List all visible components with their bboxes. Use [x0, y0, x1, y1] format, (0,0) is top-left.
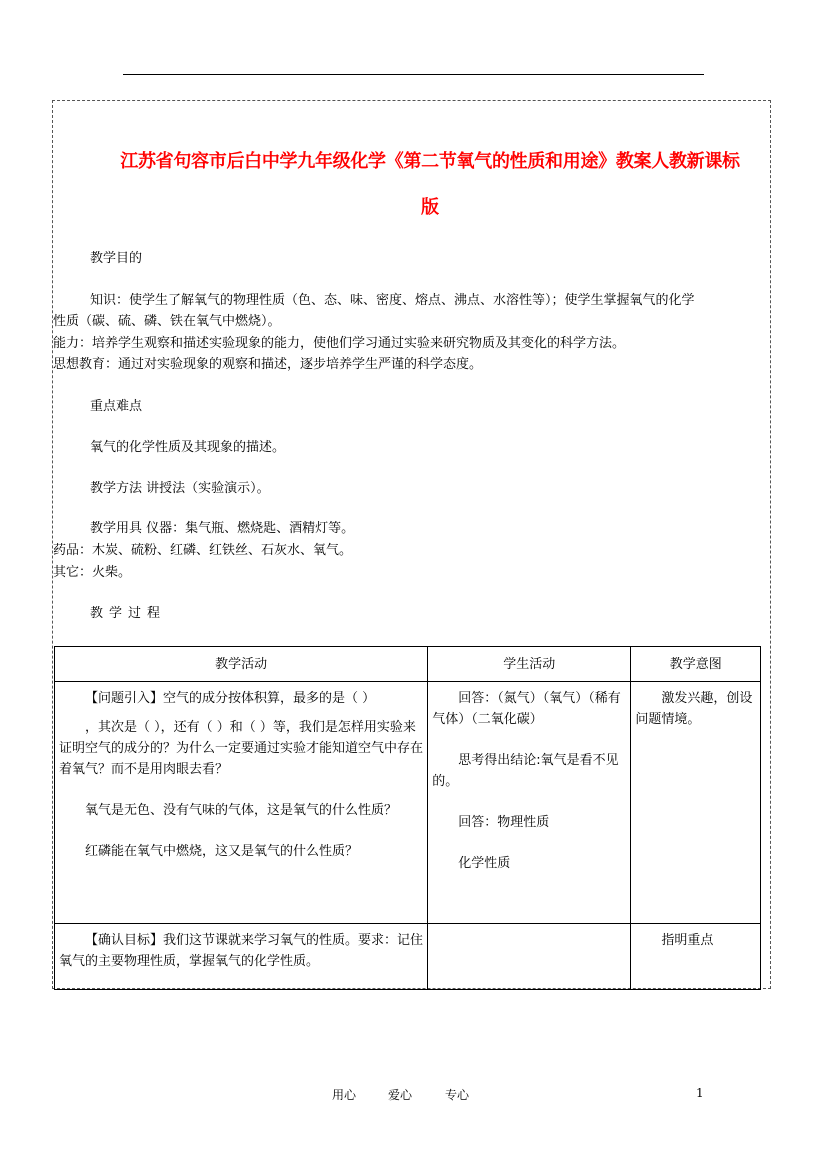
table-row	[55, 924, 761, 990]
header-teaching-activity: 教学活动	[55, 647, 428, 682]
header-teaching-intent: 教学意图	[631, 647, 761, 682]
student-activity-cell	[428, 924, 631, 990]
intent-key-point: 指明重点	[661, 933, 714, 948]
teaching-drugs: 药品：木炭、硫粉、红磷、红铁丝、石灰水、氧气。	[53, 543, 353, 558]
table-row	[55, 682, 761, 924]
teacher-question-chemical: 红磷能在氧气中燃烧，这又是氧气的什么性质？	[85, 844, 359, 859]
intent-stimulate-interest: 激发兴趣，创设问题情境。	[635, 691, 753, 727]
footer-motto-focus: 专心	[445, 1088, 470, 1102]
student-answer-chemical: 化学性质	[458, 856, 511, 871]
header-rule	[123, 74, 704, 75]
teacher-question-intro: 【问题引入】空气的成分按体积算，最多的是（ ）	[85, 691, 376, 706]
teaching-tools: 教学用具 仪器：集气瓶、燃烧匙、酒精灯等。	[90, 521, 355, 536]
document-title: 江苏省句容市后白中学九年级化学《第二节氧气的性质和用途》教案人教新课标	[120, 151, 740, 172]
key-points-heading: 重点难点	[90, 399, 143, 414]
teaching-other: 其它：火柴。	[53, 565, 132, 580]
footer-motto-care: 用心	[332, 1088, 357, 1102]
process-heading: 教学过程	[90, 606, 167, 621]
page-number: 1	[696, 1086, 704, 1100]
knowledge-goal-continued: 性质（碳、硫、磷、铁在氧气中燃烧）。	[53, 314, 281, 329]
teaching-intent-cell	[631, 924, 761, 990]
student-conclusion: 思考得出结论:氧气是看不见的。	[432, 753, 619, 789]
student-answer-physical: 回答：物理性质	[458, 815, 550, 830]
student-answer-components: 回答：（氮气）（氧气）（稀有气体）（二氧化碳）	[432, 691, 621, 727]
student-activity-cell	[428, 682, 631, 924]
teacher-activity-cell	[55, 682, 428, 924]
footer-motto-love: 爱心	[388, 1088, 413, 1102]
document-title-continued: 版	[421, 197, 439, 218]
table-header-row	[55, 647, 761, 682]
teacher-activity-cell	[55, 924, 428, 990]
header-student-activity: 学生活动	[428, 647, 631, 682]
key-points-text: 氧气的化学性质及其现象的描述。	[90, 440, 286, 455]
knowledge-goal: 知识：使学生了解氧气的物理性质（色、态、味、密度、熔点、沸点、水溶性等）；使学生掌握氧气的化学	[90, 293, 695, 308]
ability-goal: 能力：培养学生观察和描述实验现象的能力，使他们学习通过实验来研究物质及其变化的科学方法。	[53, 336, 626, 351]
teaching-method: 教学方法 讲授法（实验演示）。	[90, 481, 270, 496]
teacher-question-physical: 氧气是无色、没有气味的气体，这是氧气的什么性质？	[85, 803, 398, 818]
lesson-process-table	[54, 646, 761, 990]
teaching-intent-cell	[631, 682, 761, 924]
teacher-confirm-goal: 【确认目标】我们这节课就来学习氧气的性质。要求：记住氧气的主要物理性质，掌握氧气的化学性质。	[59, 933, 424, 969]
teacher-question-detail: ，其次是（ ），还有（ ）和（ ）等，我们是怎样用实验来证明空气的成分的？为什么一定要通过实验才能知道空气中存在着氧气？而不是用肉眼去看？	[59, 720, 424, 777]
moral-goal: 思想教育：通过对实验现象的观察和描述，逐步培养学生严谨的科学态度。	[53, 357, 483, 372]
goal-heading: 教学目的	[90, 251, 143, 266]
